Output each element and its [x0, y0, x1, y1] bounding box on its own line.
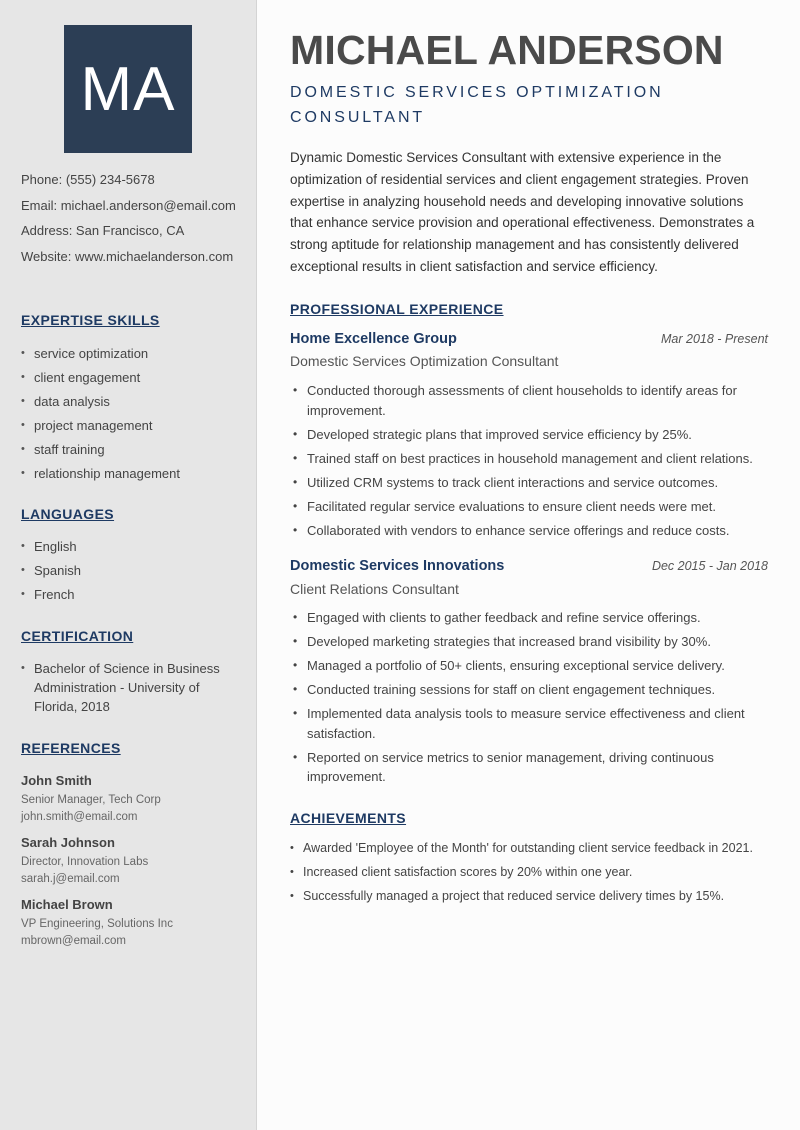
job-bullet: • Conducted training sessions for staff on client engagement techniques.: [290, 680, 768, 700]
job-bullet: • Implemented data analysis tools to measure service effectiveness and client satisfaction.: [290, 704, 768, 743]
reference-item: [21, 772, 246, 826]
certification-item: • Bachelor of Science in Business Administration - University of Florida, 2018: [21, 659, 246, 716]
skills-list: [21, 344, 246, 488]
job-bullet: • Facilitated regular service evaluations to ensure client needs were met.: [290, 497, 768, 517]
job-dates: Mar 2018 - Present: [661, 332, 768, 346]
job-bullet: • Developed marketing strategies that increased brand visibility by 30%.: [290, 632, 768, 652]
languages-heading: LANGUAGES: [21, 506, 115, 522]
references-list: [21, 772, 246, 958]
experience-heading: PROFESSIONAL EXPERIENCE: [290, 301, 504, 317]
skill-item: • relationship management: [21, 464, 246, 483]
job-bullets: [290, 381, 768, 545]
skill-item: • service optimization: [21, 344, 246, 363]
skill-item: • staff training: [21, 440, 246, 459]
reference-item: [21, 896, 246, 950]
profile-summary: Dynamic Domestic Services Consultant with extensive experience in the optimization of residential services and client engagement strategies. Proven expertise in analyzing household needs and developing innovative solutions that enhance service provision and operational effectiveness. Demonstrates a strong aptitude for relationship management and has consistently delivered exceptional results in client satisfaction and service efficiency.: [290, 150, 755, 274]
achievements-heading: ACHIEVEMENTS: [290, 810, 407, 826]
language-item: • English: [21, 537, 246, 556]
reference-position: Director, Innovation Labs: [21, 856, 149, 868]
reference-email[interactable]: mbrown@email.com: [21, 935, 126, 947]
job-bullet: • Utilized CRM systems to track client interactions and service outcomes.: [290, 473, 768, 493]
contact-website[interactable]: Website: www.michaelanderson.com: [21, 248, 234, 264]
reference-position: Senior Manager, Tech Corp: [21, 794, 161, 806]
job-bullet: • Developed strategic plans that improved service efficiency by 25%.: [290, 425, 768, 445]
candidate-name: MICHAEL ANDERSON: [290, 27, 724, 73]
candidate-title: DOMESTIC SERVICES OPTIMIZATION CONSULTANT: [290, 84, 664, 126]
references-heading: REFERENCES: [21, 740, 121, 756]
job-bullets: [290, 608, 768, 791]
languages-list: [21, 537, 246, 609]
job-bullet: • Conducted thorough assessments of client households to identify areas for improvement.: [290, 381, 768, 420]
contact-email[interactable]: Email: michael.anderson@email.com: [21, 197, 236, 213]
achievement-item: • Awarded 'Employee of the Month' for outstanding client service feedback in 2021.: [290, 839, 768, 859]
reference-name: John Smith: [21, 773, 92, 788]
job-bullet: • Collaborated with vendors to enhance service offerings and reduce costs.: [290, 521, 768, 541]
job-bullet: • Engaged with clients to gather feedback and refine service offerings.: [290, 608, 768, 628]
monogram-logo: MA: [64, 25, 192, 153]
language-item: • Spanish: [21, 561, 246, 580]
achievement-item: • Successfully managed a project that reduced service delivery times by 15%.: [290, 887, 768, 907]
certification-heading: CERTIFICATION: [21, 628, 134, 644]
skill-item: • data analysis: [21, 392, 246, 411]
reference-email[interactable]: john.smith@email.com: [21, 811, 138, 823]
achievement-item: • Increased client satisfaction scores by 20% within one year.: [290, 863, 768, 883]
job-company: Home Excellence Group: [290, 331, 457, 347]
certification-list: [21, 659, 246, 721]
job-company: Domestic Services Innovations: [290, 558, 505, 574]
job-bullet: • Reported on service metrics to senior management, driving continuous improvement.: [290, 748, 768, 787]
sidebar: [0, 0, 257, 1130]
language-item: • French: [21, 585, 246, 604]
job-role: Domestic Services Optimization Consultant: [290, 353, 559, 369]
job-role: Client Relations Consultant: [290, 581, 459, 597]
job-dates: Dec 2015 - Jan 2018: [651, 559, 768, 573]
reference-name: Sarah Johnson: [21, 835, 115, 850]
reference-position: VP Engineering, Solutions Inc: [21, 918, 173, 930]
job-header: [290, 558, 768, 574]
reference-name: Michael Brown: [21, 897, 113, 912]
achievements-list: [290, 839, 768, 911]
job-bullet: • Trained staff on best practices in household management and client relations.: [290, 449, 768, 469]
reference-email[interactable]: sarah.j@email.com: [21, 873, 120, 885]
skill-item: • project management: [21, 416, 246, 435]
contact-address: Address: San Francisco, CA: [21, 223, 185, 238]
skill-item: • client engagement: [21, 368, 246, 387]
job-header: [290, 331, 768, 347]
job-bullet: • Managed a portfolio of 50+ clients, ensuring exceptional service delivery.: [290, 656, 768, 676]
skills-heading: EXPERTISE SKILLS: [21, 312, 160, 328]
reference-item: [21, 834, 246, 888]
contact-info: [21, 172, 251, 274]
contact-phone: Phone: (555) 234-5678: [21, 172, 155, 187]
